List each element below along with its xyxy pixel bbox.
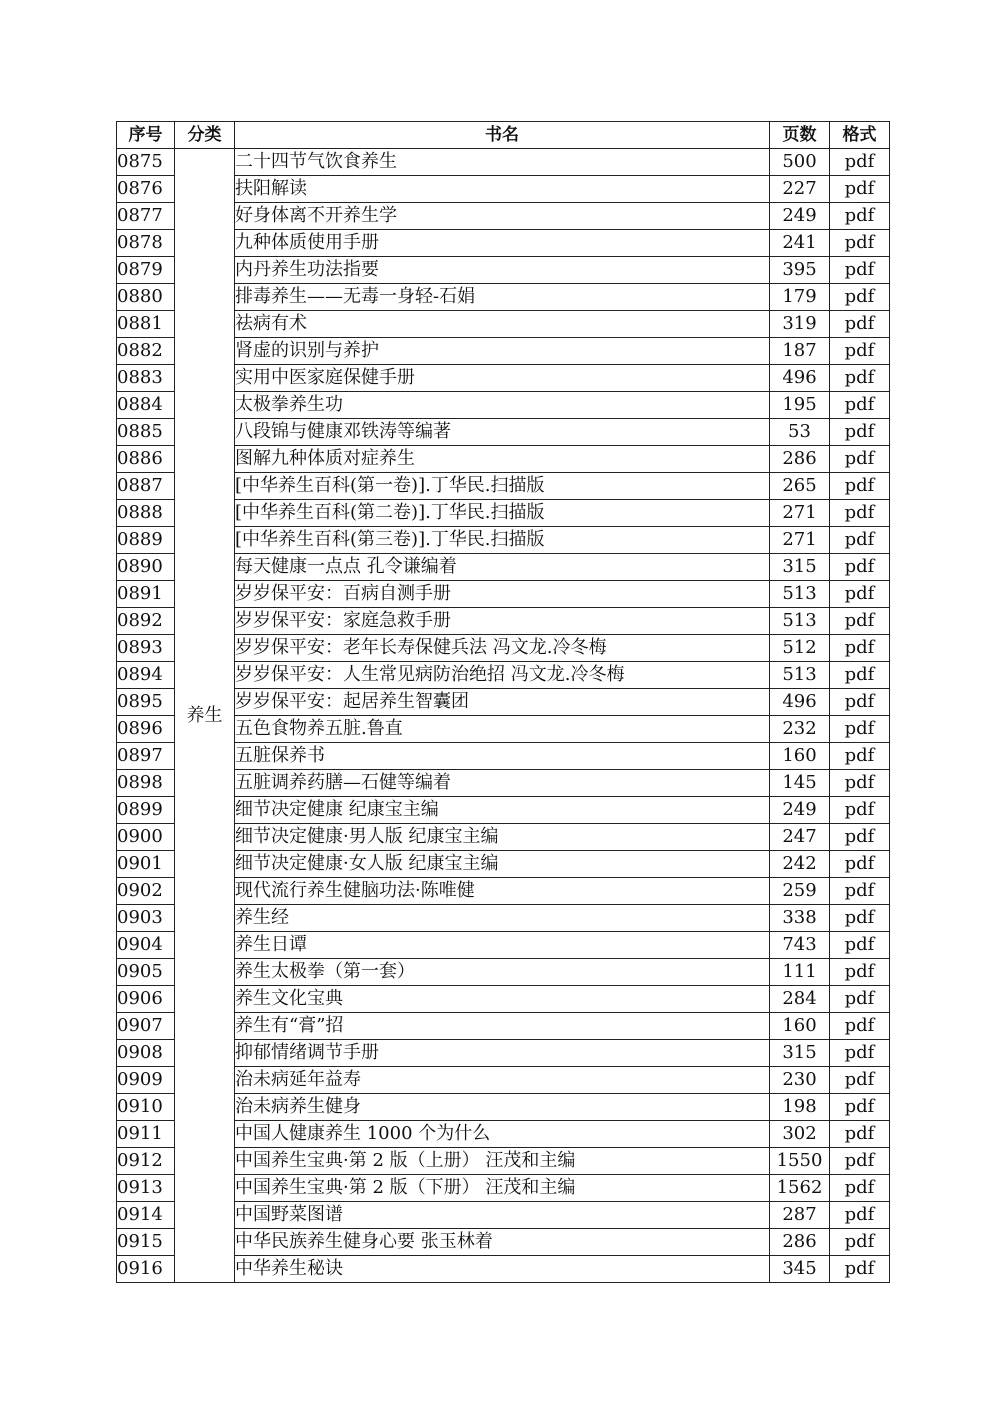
serial-number-cell: 0889: [117, 527, 175, 554]
page-count-cell: 241: [770, 230, 830, 257]
format-cell: pdf: [830, 1256, 890, 1283]
serial-number-cell: 0891: [117, 581, 175, 608]
serial-number-cell: 0907: [117, 1013, 175, 1040]
page-count-cell: 249: [770, 203, 830, 230]
table-header-row: [117, 122, 890, 149]
book-title-cell: 现代流行养生健脑功法·陈唯健: [235, 878, 770, 905]
serial-number-cell: 0878: [117, 230, 175, 257]
book-title-cell: [中华养生百科(第二卷)].丁华民.扫描版: [235, 500, 770, 527]
format-cell: pdf: [830, 446, 890, 473]
page-count-cell: 286: [770, 446, 830, 473]
book-title-cell: 九种体质使用手册: [235, 230, 770, 257]
serial-number-cell: 0875: [117, 149, 175, 176]
page-count-cell: 271: [770, 527, 830, 554]
book-title-cell: 中国养生宝典·第 2 版（下册） 汪茂和主编: [235, 1175, 770, 1202]
book-title-cell: 好身体离不开养生学: [235, 203, 770, 230]
serial-number-cell: 0892: [117, 608, 175, 635]
serial-number-cell: 0914: [117, 1202, 175, 1229]
serial-number-cell: 0908: [117, 1040, 175, 1067]
book-title-cell: 祛病有术: [235, 311, 770, 338]
page-count-cell: 232: [770, 716, 830, 743]
book-title-cell: 排毒养生——无毒一身轻-石娟: [235, 284, 770, 311]
book-title-cell: 岁岁保平安：起居养生智囊团: [235, 689, 770, 716]
serial-number-cell: 0915: [117, 1229, 175, 1256]
book-title-cell: 实用中医家庭保健手册: [235, 365, 770, 392]
page-count-cell: 271: [770, 500, 830, 527]
header-serial-number: 序号: [117, 122, 175, 149]
page-count-cell: 338: [770, 905, 830, 932]
format-cell: pdf: [830, 230, 890, 257]
serial-number-cell: 0910: [117, 1094, 175, 1121]
format-cell: pdf: [830, 851, 890, 878]
format-cell: pdf: [830, 338, 890, 365]
book-title-cell: 中国养生宝典·第 2 版（上册） 汪茂和主编: [235, 1148, 770, 1175]
page-count-cell: 500: [770, 149, 830, 176]
page-count-cell: 743: [770, 932, 830, 959]
format-cell: pdf: [830, 1148, 890, 1175]
book-title-cell: 岁岁保平安：百病自测手册: [235, 581, 770, 608]
serial-number-cell: 0876: [117, 176, 175, 203]
book-title-cell: 二十四节气饮食养生: [235, 149, 770, 176]
format-cell: pdf: [830, 284, 890, 311]
serial-number-cell: 0893: [117, 635, 175, 662]
book-title-cell: 中国野菜图谱: [235, 1202, 770, 1229]
book-title-cell: 细节决定健康·女人版 纪康宝主编: [235, 851, 770, 878]
book-title-cell: 岁岁保平安：家庭急救手册: [235, 608, 770, 635]
serial-number-cell: 0909: [117, 1067, 175, 1094]
page-count-cell: 345: [770, 1256, 830, 1283]
serial-number-cell: 0899: [117, 797, 175, 824]
serial-number-cell: 0905: [117, 959, 175, 986]
serial-number-cell: 0879: [117, 257, 175, 284]
serial-number-cell: 0903: [117, 905, 175, 932]
serial-number-cell: 0888: [117, 500, 175, 527]
format-cell: pdf: [830, 176, 890, 203]
book-title-cell: 中华民族养生健身心要 张玉林着: [235, 1229, 770, 1256]
page-count-cell: 513: [770, 608, 830, 635]
serial-number-cell: 0896: [117, 716, 175, 743]
format-cell: pdf: [830, 365, 890, 392]
format-cell: pdf: [830, 311, 890, 338]
format-cell: pdf: [830, 1067, 890, 1094]
book-list-table: [116, 121, 890, 1283]
format-cell: pdf: [830, 689, 890, 716]
format-cell: pdf: [830, 662, 890, 689]
page-count-cell: 247: [770, 824, 830, 851]
header-category: 分类: [175, 122, 235, 149]
serial-number-cell: 0913: [117, 1175, 175, 1202]
page-count-cell: 242: [770, 851, 830, 878]
format-cell: pdf: [830, 797, 890, 824]
header-page-count: 页数: [770, 122, 830, 149]
page-count-cell: 1550: [770, 1148, 830, 1175]
category-cell: 养生: [175, 149, 235, 1283]
format-cell: pdf: [830, 986, 890, 1013]
page-count-cell: 53: [770, 419, 830, 446]
format-cell: pdf: [830, 257, 890, 284]
page-count-cell: 513: [770, 662, 830, 689]
page-count-cell: 1562: [770, 1175, 830, 1202]
format-cell: pdf: [830, 905, 890, 932]
page-count-cell: 395: [770, 257, 830, 284]
page-count-cell: 315: [770, 1040, 830, 1067]
book-title-cell: 治未病延年益寿: [235, 1067, 770, 1094]
page-count-cell: 284: [770, 986, 830, 1013]
format-cell: pdf: [830, 554, 890, 581]
serial-number-cell: 0902: [117, 878, 175, 905]
book-title-cell: 细节决定健康 纪康宝主编: [235, 797, 770, 824]
page-count-cell: 496: [770, 365, 830, 392]
serial-number-cell: 0880: [117, 284, 175, 311]
format-cell: pdf: [830, 770, 890, 797]
format-cell: pdf: [830, 149, 890, 176]
format-cell: pdf: [830, 932, 890, 959]
format-cell: pdf: [830, 1094, 890, 1121]
page-count-cell: 265: [770, 473, 830, 500]
book-title-cell: 肾虚的识别与养护: [235, 338, 770, 365]
page-count-cell: 230: [770, 1067, 830, 1094]
book-title-cell: 中国人健康养生 1000 个为什么: [235, 1121, 770, 1148]
format-cell: pdf: [830, 203, 890, 230]
book-title-cell: 养生经: [235, 905, 770, 932]
serial-number-cell: 0885: [117, 419, 175, 446]
page-count-cell: 302: [770, 1121, 830, 1148]
page-count-cell: 512: [770, 635, 830, 662]
format-cell: pdf: [830, 1202, 890, 1229]
table-row: [117, 149, 890, 176]
header-book-title: 书名: [235, 122, 770, 149]
book-title-cell: 内丹养生功法指要: [235, 257, 770, 284]
page-count-cell: 195: [770, 392, 830, 419]
page-count-cell: 315: [770, 554, 830, 581]
page-count-cell: 513: [770, 581, 830, 608]
serial-number-cell: 0887: [117, 473, 175, 500]
book-title-cell: 每天健康一点点 孔令谦编着: [235, 554, 770, 581]
format-cell: pdf: [830, 959, 890, 986]
serial-number-cell: 0911: [117, 1121, 175, 1148]
format-cell: pdf: [830, 824, 890, 851]
serial-number-cell: 0912: [117, 1148, 175, 1175]
serial-number-cell: 0890: [117, 554, 175, 581]
book-title-cell: 养生日谭: [235, 932, 770, 959]
format-cell: pdf: [830, 635, 890, 662]
page-count-cell: 187: [770, 338, 830, 365]
page-count-cell: 249: [770, 797, 830, 824]
book-title-cell: [中华养生百科(第一卷)].丁华民.扫描版: [235, 473, 770, 500]
header-format: 格式: [830, 122, 890, 149]
book-title-cell: 岁岁保平安：老年长寿保健兵法 冯文龙.冷冬梅: [235, 635, 770, 662]
book-title-cell: 五脏调养药膳—石健等编着: [235, 770, 770, 797]
serial-number-cell: 0901: [117, 851, 175, 878]
book-title-cell: 细节决定健康·男人版 纪康宝主编: [235, 824, 770, 851]
format-cell: pdf: [830, 581, 890, 608]
format-cell: pdf: [830, 878, 890, 905]
book-title-cell: 治未病养生健身: [235, 1094, 770, 1121]
serial-number-cell: 0906: [117, 986, 175, 1013]
format-cell: pdf: [830, 608, 890, 635]
page-count-cell: 319: [770, 311, 830, 338]
book-title-cell: 养生有“膏”招: [235, 1013, 770, 1040]
format-cell: pdf: [830, 1013, 890, 1040]
book-title-cell: 太极拳养生功: [235, 392, 770, 419]
book-title-cell: 养生太极拳（第一套）: [235, 959, 770, 986]
page-count-cell: 496: [770, 689, 830, 716]
serial-number-cell: 0898: [117, 770, 175, 797]
book-title-cell: 中华养生秘诀: [235, 1256, 770, 1283]
format-cell: pdf: [830, 1040, 890, 1067]
book-title-cell: 养生文化宝典: [235, 986, 770, 1013]
serial-number-cell: 0881: [117, 311, 175, 338]
serial-number-cell: 0897: [117, 743, 175, 770]
page-count-cell: 160: [770, 743, 830, 770]
format-cell: pdf: [830, 1229, 890, 1256]
book-title-cell: 扶阳解读: [235, 176, 770, 203]
page-count-cell: 259: [770, 878, 830, 905]
serial-number-cell: 0883: [117, 365, 175, 392]
format-cell: pdf: [830, 743, 890, 770]
serial-number-cell: 0916: [117, 1256, 175, 1283]
serial-number-cell: 0895: [117, 689, 175, 716]
serial-number-cell: 0900: [117, 824, 175, 851]
page-count-cell: 111: [770, 959, 830, 986]
book-title-cell: 岁岁保平安：人生常见病防治绝招 冯文龙.冷冬梅: [235, 662, 770, 689]
serial-number-cell: 0886: [117, 446, 175, 473]
format-cell: pdf: [830, 419, 890, 446]
table-body: [117, 149, 890, 1283]
serial-number-cell: 0884: [117, 392, 175, 419]
format-cell: pdf: [830, 500, 890, 527]
page-count-cell: 227: [770, 176, 830, 203]
book-title-cell: 图解九种体质对症养生: [235, 446, 770, 473]
format-cell: pdf: [830, 1121, 890, 1148]
serial-number-cell: 0877: [117, 203, 175, 230]
page-count-cell: 198: [770, 1094, 830, 1121]
format-cell: pdf: [830, 473, 890, 500]
serial-number-cell: 0904: [117, 932, 175, 959]
book-title-cell: 五色食物养五脏.鲁直: [235, 716, 770, 743]
page-count-cell: 286: [770, 1229, 830, 1256]
format-cell: pdf: [830, 1175, 890, 1202]
format-cell: pdf: [830, 392, 890, 419]
page-count-cell: 160: [770, 1013, 830, 1040]
book-title-cell: 抑郁情绪调节手册: [235, 1040, 770, 1067]
format-cell: pdf: [830, 716, 890, 743]
book-title-cell: 八段锦与健康邓铁涛等编著: [235, 419, 770, 446]
serial-number-cell: 0882: [117, 338, 175, 365]
serial-number-cell: 0894: [117, 662, 175, 689]
page-count-cell: 179: [770, 284, 830, 311]
format-cell: pdf: [830, 527, 890, 554]
book-title-cell: 五脏保养书: [235, 743, 770, 770]
page-count-cell: 145: [770, 770, 830, 797]
book-title-cell: [中华养生百科(第三卷)].丁华民.扫描版: [235, 527, 770, 554]
page-count-cell: 287: [770, 1202, 830, 1229]
